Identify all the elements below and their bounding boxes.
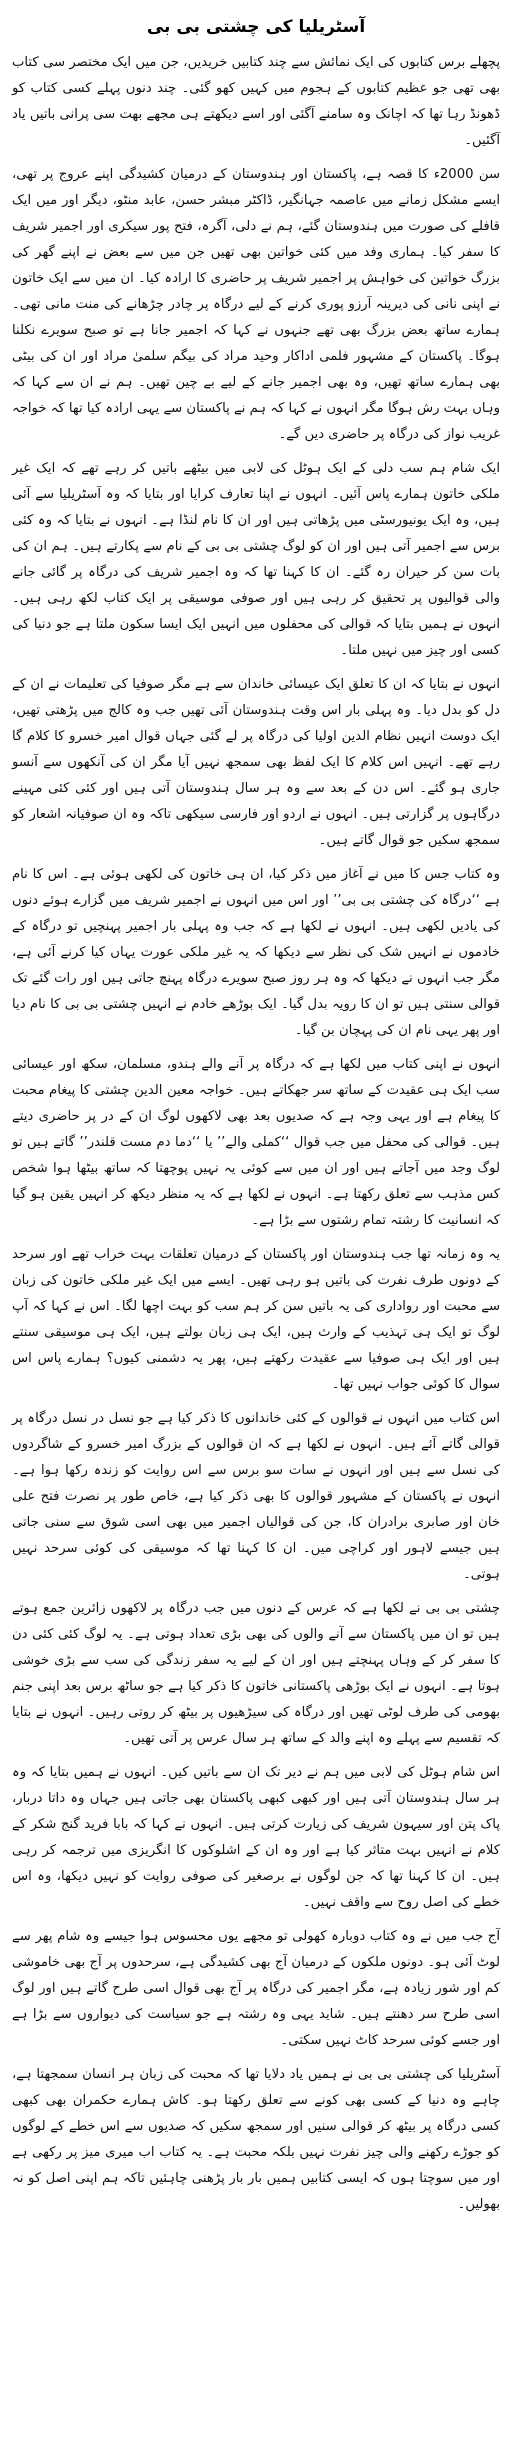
article-paragraph: آسٹریلیا کی چشتی بی بی نے ہمیں یاد دلایا تھا کہ محبت کی زبان ہر انسان سمجھتا ہے، چاہے وہ دنیا کے کسی بھی کونے سے تعلق رکھتا ہو۔ کاش ہمارے حکمران بھی کبھی کسی درگاہ پر بیٹھ کر قوالی سنیں اور سمجھ سکیں کہ صدیوں سے اس خطے کے لوگوں کو جوڑے رکھنے والی چیز نفرت نہیں بلکہ محبت ہے۔ یہ کتاب اب میری میز پر رکھی ہے اور میں سوچتا ہوں کہ ایسی کتابیں ہمیں بار بار پڑھنی چاہئیں تاکہ ہم اپنی اصل کو نہ بھولیں۔ <box>12 2067 500 2212</box>
article-paragraph: انہوں نے بتایا کہ ان کا تعلق ایک عیسائی خاندان سے ہے مگر صوفیا کی تعلیمات نے ان کے دل کو بدل دیا۔ وہ پہلی بار اس وقت ہندوستان آئی تھیں جب وہ کالج میں پڑھتی تھیں، ایک دوست انہیں نظام الدین اولیا کی درگاہ پر لے گئی جہاں قوال امیر خسرو کا کلام گا رہے تھے۔ انہیں اس کلام کا ایک لفظ بھی سمجھ نہیں آیا مگر ان کی آنکھوں سے آنسو جاری ہو گئے۔ اس دن کے بعد سے وہ ہر سال ہندوستان آتی ہیں اور کئی کئی مہینے درگاہوں پر گزارتی ہیں۔ انہوں نے اردو اور فارسی سیکھی تاکہ وہ ان صوفیانہ اشعار کو سمجھ سکیں جو قوال گاتے ہیں۔ <box>12 677 500 848</box>
article-paragraph: انہوں نے اپنی کتاب میں لکھا ہے کہ درگاہ پر آنے والے ہندو، مسلمان، سکھ اور عیسائی سب ایک ہی عقیدت کے ساتھ سر جھکاتے ہیں۔ خواجہ معین الدین چشتی کا پیغام محبت کا پیغام ہے اور یہی وجہ ہے کہ صدیوں بعد بھی لاکھوں لوگ ان کے در پر حاضری دیتے ہیں۔ قوالی کی محفل میں جب قوال ‘‘کملی والے’’ یا ‘‘دما دم مست قلندر’’ گاتے ہیں تو لوگ وجد میں آجاتے ہیں اور ان میں سے کوئی یہ نہیں پوچھتا کہ ساتھ بیٹھا ہوا شخص کس مذہب سے تعلق رکھتا ہے۔ انہوں نے لکھا ہے کہ یہ منظر دیکھ کر انہیں یقین ہو گیا کہ انسانیت کا رشتہ تمام رشتوں سے بڑا ہے۔ <box>12 1057 500 1228</box>
article-title: آسٹریلیا کی چشتی بی بی <box>146 17 366 37</box>
article-paragraph: اس شام ہوٹل کی لابی میں ہم نے دیر تک ان سے باتیں کیں۔ انہوں نے ہمیں بتایا کہ وہ ہر سال ہندوستان آتی ہیں اور کبھی کبھی پاکستان بھی جاتی ہیں جہاں وہ داتا دربار، پاک پتن اور سیہون شریف کی زیارت کرتی ہیں۔ انہوں نے کہا کہ بابا فرید گنج شکر کے کلام نے انہیں بہت متاثر کیا ہے اور وہ ان کے اشلوکوں کا انگریزی میں ترجمہ کر رہی ہیں۔ ان کا کہنا تھا کہ جن لوگوں نے برصغیر کی صوفی روایت کو نہیں دیکھا، وہ اس خطے کی اصل روح سے واقف نہیں۔ <box>12 1765 500 1910</box>
article-paragraph: پچھلے برس کتابوں کی ایک نمائش سے چند کتابیں خریدیں، جن میں ایک مختصر سی کتاب بھی تھی جو عظیم کتابوں کے ہجوم میں کہیں کھو گئی۔ چند دنوں پہلے کسی کتاب کو ڈھونڈ رہا تھا کہ اچانک وہ سامنے آگئی اور اسے دیکھتے ہی مجھے بھت سی پرانی باتیں یاد آگئیں۔ <box>12 55 500 148</box>
article-paragraph: یہ وہ زمانہ تھا جب ہندوستان اور پاکستان کے درمیان تعلقات بہت خراب تھے اور سرحد کے دونوں طرف نفرت کی باتیں ہو رہی تھیں۔ ایسے میں ایک غیر ملکی خاتون کی زبان سے محبت اور رواداری کی یہ باتیں سن کر ہم سب کو بہت اچھا لگا۔ اس نے کہا کہ آپ لوگ تو ایک ہی تہذیب کے وارث ہیں، ایک ہی زبان بولتے ہیں، ایک ہی موسیقی سنتے ہیں اور ایک ہی صوفیا سے عقیدت رکھتے ہیں، پھر یہ دشمنی کیوں؟ ہمارے پاس اس سوال کا کوئی جواب نہیں تھا۔ <box>12 1247 500 1392</box>
article-paragraph: سن 2000ء کا قصہ ہے، پاکستان اور ہندوستان کے درمیان کشیدگی اپنے عروج پر تھی، ایسے مشکل زمانے میں عاصمہ جہانگیر، ڈاکٹر مبشر حسن، عابد منٹو، دیگر اور میں ایک قافلے کی صورت میں ہندوستان گئے، ہم نے دلی، آگرہ، فتح پور سیکری اور اجمیر شریف کا سفر کیا۔ ہماری وفد میں کئی خواتین بھی تھیں جن میں سے بعض نے اپنے گھر کی بزرگ خواتین کی خواہش پر اجمیر شریف پر حاضری کا ارادہ کیا۔ ان میں سے ایک خاتون نے اپنی نانی کی دیرینہ آرزو پوری کرنے کے لیے درگاہ پر چادر چڑھانے کی منت مانی تھی۔ ہمارے ساتھ بعض بزرگ بھی تھے جنہوں نے کہا کہ اجمیر جانا ہے تو صبح سویرے نکلنا ہوگا۔ پاکستان کے مشہور فلمی اداکار وحید مراد کی بیگم سلمیٰ مراد اور ان کی بیٹی بھی ہمارے ساتھ تھیں، وہ بھی اجمیر جانے کے لیے بے چین تھیں۔ ہم نے ان سے کہا کہ وہاں بہت رش ہوگا مگر انہوں نے کہا کہ ہم نے پاکستان سے یہی ارادہ کیا تھا کہ خواجہ غریب نواز کی درگاہ پر حاضری دیں گے۔ <box>12 167 500 442</box>
article-paragraph: آج جب میں نے وہ کتاب دوبارہ کھولی تو مجھے یوں محسوس ہوا جیسے وہ شام پھر سے لوٹ آئی ہو۔ دونوں ملکوں کے درمیان آج بھی کشیدگی ہے، سرحدوں پر آج بھی خاموشی کم اور شور زیادہ ہے، مگر اجمیر کی درگاہ پر آج بھی قوال اسی طرح گاتے ہیں اور لوگ اسی طرح سر دھنتے ہیں۔ شاید یہی وہ رشتہ ہے جو سیاست کی دیواروں سے بڑا ہے اور جسے کوئی سرحد کاٹ نہیں سکتی۔ <box>12 1929 500 2048</box>
article-body <box>12 50 500 2218</box>
article-paragraph: وہ کتاب جس کا میں نے آغاز میں ذکر کیا، ان ہی خاتون کی لکھی ہوئی ہے۔ اس کا نام ہے ‘‘درگاہ کی چشتی بی بی’’ اور اس میں انہوں نے اجمیر شریف میں گزارے ہوئے دنوں کی یادیں لکھی ہیں۔ انہوں نے لکھا ہے کہ جب وہ پہلی بار اجمیر پہنچیں تو درگاہ کے خادموں نے انہیں شک کی نظر سے دیکھا کہ یہ غیر ملکی عورت یہاں کیا کرنے آئی ہے، مگر جب انہوں نے دیکھا کہ وہ ہر روز صبح سویرے درگاہ پہنچ جاتی ہیں اور رات گئے تک قوالی سنتی ہیں تو ان کا رویہ بدل گیا۔ ایک بوڑھے خادم نے انہیں چشتی بی بی کا نام دیا اور پھر یہی نام ان کی پہچان بن گیا۔ <box>12 867 500 1038</box>
article-paragraph: چشتی بی بی نے لکھا ہے کہ عرس کے دنوں میں جب درگاہ پر لاکھوں زائرین جمع ہوتے ہیں تو ان میں پاکستان سے آنے والوں کی بھی بڑی تعداد ہوتی ہے۔ یہ لوگ کئی کئی دن کا سفر کر کے وہاں پہنچتے ہیں اور ان کے لیے یہ سفر زندگی کی سب سے بڑی خوشی ہوتا ہے۔ انہوں نے ایک بوڑھی پاکستانی خاتون کا ذکر کیا ہے جو ساٹھ برس بعد اپنی جنم بھومی کی طرف لوٹی تھیں اور درگاہ کی سیڑھیوں پر بیٹھ کر روتی رہیں۔ انہوں نے بتایا کہ تقسیم سے پہلے وہ اپنے والد کے ساتھ ہر سال عرس پر آتی تھیں۔ <box>12 1601 500 1746</box>
article-paragraph: اس کتاب میں انہوں نے قوالوں کے کئی خاندانوں کا ذکر کیا ہے جو نسل در نسل درگاہ پر قوالی گاتے آئے ہیں۔ انہوں نے لکھا ہے کہ ان قوالوں کے بزرگ امیر خسرو کے شاگردوں کی نسل سے ہیں اور انہوں نے سات سو برس سے اس روایت کو زندہ رکھا ہوا ہے۔ انہوں نے پاکستان کے مشہور قوالوں کا بھی ذکر کیا ہے، خاص طور پر نصرت فتح علی خان اور صابری برادران کا، جن کی قوالیاں اجمیر میں بھی اسی شوق سے سنی جاتی ہیں جیسے لاہور اور کراچی میں۔ ان کا کہنا تھا کہ موسیقی کی کوئی سرحد نہیں ہوتی۔ <box>12 1411 500 1582</box>
article-paragraph: ایک شام ہم سب دلی کے ایک ہوٹل کی لابی میں بیٹھے باتیں کر رہے تھے کہ ایک غیر ملکی خاتون ہمارے پاس آئیں۔ انہوں نے اپنا تعارف کرایا اور بتایا کہ وہ آسٹریلیا سے آئی ہیں، وہ ایک یونیورسٹی میں پڑھاتی ہیں اور ان کا نام لنڈا ہے۔ انہوں نے بتایا کہ وہ کئی برس سے اجمیر آتی ہیں اور ان کو لوگ چشتی بی بی کے نام سے پکارتے ہیں۔ ہم ان کی بات سن کر حیران رہ گئے۔ ان کا کہنا تھا کہ وہ اجمیر شریف کی درگاہ پر گائی جانے والی قوالیوں پر تحقیق کر رہی ہیں اور صوفی موسیقی پر ایک کتاب لکھ رہی ہیں۔ انہوں نے ہمیں بتایا کہ قوالی کی محفلوں میں انہیں ایک ایسا سکون ملتا ہے جو دنیا کی کسی اور چیز میں نہیں ملتا۔ <box>12 461 500 658</box>
